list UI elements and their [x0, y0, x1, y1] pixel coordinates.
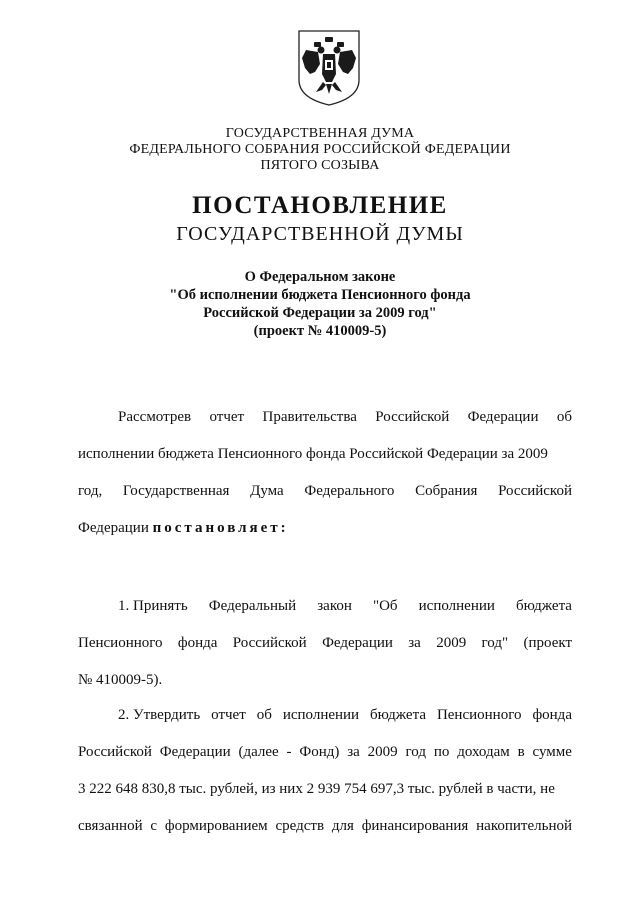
- word: "Об: [372, 598, 398, 614]
- word: отчет: [211, 707, 246, 723]
- word: Российской: [78, 744, 152, 760]
- text-segment: исполнении бюджета Пенсионного фонда Российской Федерации за 2009: [78, 446, 548, 462]
- text-segment: 3 222 648 830,8 тыс. рублей, из них 2 939 754 697,3 тыс. рублей в части, не: [78, 781, 555, 797]
- word: 1. Принять: [118, 598, 188, 614]
- document-header: [0, 126, 640, 174]
- subject-line: "Об исполнении бюджета Пенсионного фонда: [169, 287, 471, 303]
- word: год: [405, 744, 426, 760]
- text-line: [78, 808, 572, 845]
- document-subtitle: ГОСУДАРСТВЕННОЙ ДУМЫ: [176, 223, 464, 245]
- text-line: [78, 510, 572, 547]
- word: Федерации: [467, 409, 539, 425]
- word: исполнении: [282, 707, 360, 723]
- word: 2. Утвердить: [118, 707, 201, 723]
- word: Правительства: [262, 409, 357, 425]
- word: Российской: [498, 483, 572, 499]
- convocation-line: ПЯТОГО СОЗЫВА: [260, 158, 380, 173]
- word: отчет: [209, 409, 245, 425]
- word: сумме: [532, 744, 572, 760]
- document-title: ПОСТАНОВЛЕНИЕ: [192, 192, 448, 219]
- word: (проект: [523, 635, 572, 651]
- word: в: [517, 744, 525, 760]
- text-line: [78, 473, 572, 510]
- word: Российской: [375, 409, 450, 425]
- word: бюджета: [516, 598, 572, 614]
- word: с: [150, 818, 158, 834]
- text-segment: Федерации: [78, 520, 149, 536]
- word: Федерации: [322, 635, 393, 651]
- item-1-paragraph: [78, 588, 572, 699]
- word: год,: [78, 483, 103, 499]
- word: за: [347, 744, 360, 760]
- org-name-line: ФЕДЕРАЛЬНОГО СОБРАНИЯ РОССИЙСКОЙ ФЕДЕРАЦИИ: [129, 142, 511, 157]
- text-segment: № 410009-5).: [78, 672, 163, 688]
- resolution-verb: постановляет:: [152, 520, 289, 536]
- word: финансирования: [361, 818, 469, 834]
- preamble-paragraph: [78, 399, 572, 547]
- word: Рассмотрев: [118, 409, 192, 425]
- word: 2009: [436, 635, 467, 651]
- word: Государственная: [122, 483, 230, 499]
- word: об: [556, 409, 572, 425]
- word: Собрания: [415, 483, 478, 499]
- word: формированием: [164, 818, 268, 834]
- item-2-paragraph: [78, 697, 572, 845]
- word: бюджета: [370, 707, 426, 723]
- text-line: [78, 436, 572, 473]
- word: средств: [275, 818, 325, 834]
- word: Фонд): [299, 744, 340, 760]
- word: Дума: [250, 483, 284, 499]
- word: за: [408, 635, 421, 651]
- org-name-line: ГОСУДАРСТВЕННАЯ ДУМА: [225, 126, 415, 141]
- word: закон: [317, 598, 352, 614]
- word: исполнении: [418, 598, 495, 614]
- word: Пенсионного: [436, 707, 522, 723]
- word: (далее: [238, 744, 279, 760]
- word: накопительной: [476, 818, 572, 834]
- text-line: [78, 625, 572, 662]
- word: фонда: [177, 635, 218, 651]
- word: связанной: [78, 818, 143, 834]
- text-line: [78, 588, 572, 625]
- russian-coat-of-arms-icon: [296, 28, 362, 108]
- subject-line: Российской Федерации за 2009 год": [203, 305, 437, 321]
- text-line: [78, 662, 572, 699]
- text-line: [78, 771, 572, 808]
- subject-line: О Федеральном законе: [244, 269, 396, 285]
- word: -: [286, 744, 292, 760]
- word: фонда: [532, 707, 572, 723]
- text-line: [78, 399, 572, 436]
- word: Федерального: [304, 483, 395, 499]
- resolution-subject: [0, 268, 640, 340]
- word: Российской: [232, 635, 307, 651]
- text-line: [78, 697, 572, 734]
- text-line: [78, 734, 572, 771]
- word: Федеральный: [208, 598, 297, 614]
- subject-line: (проект № 410009-5): [253, 323, 387, 339]
- word: год": [481, 635, 509, 651]
- word: доходам: [457, 744, 510, 760]
- word: Пенсионного: [78, 635, 163, 651]
- word: для: [331, 818, 354, 834]
- word: по: [433, 744, 450, 760]
- word: Федерации: [159, 744, 231, 760]
- word: об: [256, 707, 272, 723]
- word: 2009: [367, 744, 398, 760]
